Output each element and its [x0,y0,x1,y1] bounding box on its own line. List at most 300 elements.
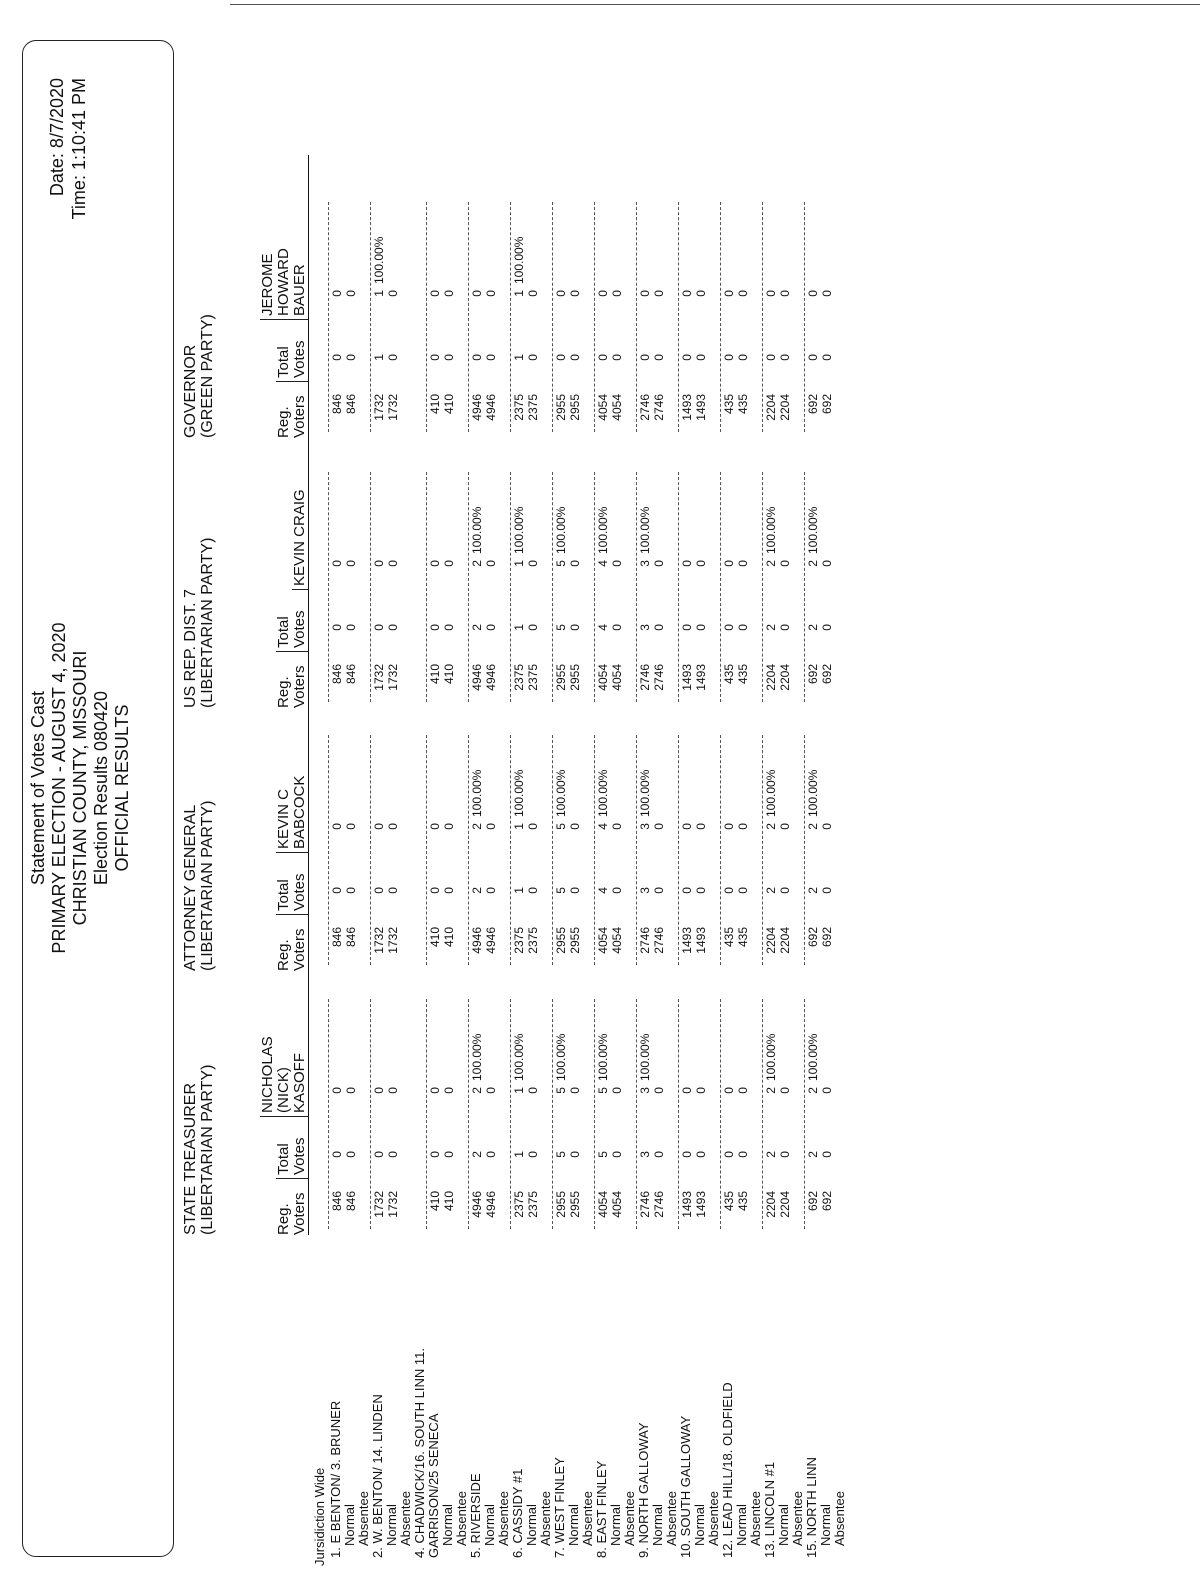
normal-candidate-votes: 0 [428,823,442,830]
row-separator [426,735,427,965]
title-line: Statement of Votes Cast [28,690,48,886]
normal-total-votes: 3 [638,887,652,894]
absentee-candidate-votes: 0 [344,1087,358,1094]
percent-label: 100.00% [596,769,610,817]
absentee-label: Absentee [356,1491,371,1546]
normal-reg-voters: 692 [806,394,820,415]
report-title [28,288,133,1288]
absentee-reg-voters: 2375 [526,927,540,954]
normal-reg-voters: 2204 [764,927,778,954]
normal-reg-voters: 2955 [554,1191,568,1218]
absentee-total-votes: 0 [736,887,750,894]
normal-reg-voters: 4946 [470,1191,484,1218]
normal-total-votes: 0 [722,354,736,361]
absentee-reg-voters: 846 [344,394,358,415]
title-line: PRIMARY ELECTION - AUGUST 4, 2020 [49,622,69,954]
normal-total-votes: 5 [554,1151,568,1158]
row-separator [762,472,763,702]
absentee-candidate-votes: 0 [694,1087,708,1094]
normal-total-votes: 0 [470,354,484,361]
normal-candidate-votes: 0 [722,1087,736,1094]
normal-candidate-votes: 0 [764,290,778,297]
precinct-name: 12. LEAD HILL/18. OLDFIELD [720,1382,735,1558]
row-separator [804,472,805,702]
normal-candidate-votes: 0 [806,290,820,297]
precinct-name: 5. RIVERSIDE [468,1473,483,1558]
normal-reg-voters: 410 [428,1191,442,1212]
absentee-candidate-votes: 0 [820,290,834,297]
absentee-total-votes: 0 [568,887,582,894]
normal-reg-voters: 4946 [470,394,484,421]
normal-total-votes: 0 [554,354,568,361]
normal-candidate-votes: 0 [638,290,652,297]
absentee-reg-voters: 846 [344,1191,358,1212]
normal-total-votes: 2 [764,624,778,631]
normal-total-votes: 0 [330,1151,344,1158]
normal-candidate-votes: 0 [680,560,694,567]
candidate-name-line: BAUER [291,264,308,316]
absentee-reg-voters: 2204 [778,394,792,421]
absentee-total-votes: 0 [694,887,708,894]
normal-reg-voters: 4946 [470,664,484,691]
normal-candidate-votes: 2 [806,823,820,830]
normal-candidate-votes: 0 [372,823,386,830]
absentee-candidate-votes: 0 [386,1087,400,1094]
absentee-candidate-votes: 0 [736,823,750,830]
precinct-name: 4. CHADWICK/16. SOUTH LINN 11. [412,1348,427,1558]
row-separator [328,735,329,965]
normal-candidate-votes: 1 [512,290,526,297]
normal-total-votes: 0 [372,887,386,894]
normal-candidate-votes: 0 [428,1087,442,1094]
absentee-total-votes: 0 [568,624,582,631]
absentee-label: Absentee [790,1491,805,1546]
percent-label: 100.00% [512,769,526,817]
total-votes-header [276,316,308,382]
absentee-label: Absentee [664,1491,679,1546]
absentee-total-votes: 0 [484,624,498,631]
absentee-total-votes: 0 [484,354,498,361]
normal-reg-voters: 692 [806,1191,820,1212]
absentee-total-votes: 0 [778,1151,792,1158]
absentee-reg-voters: 410 [442,664,456,685]
percent-label: 100.00% [764,1033,778,1081]
row-separator [594,735,595,965]
header-rule [308,155,309,1235]
absentee-total-votes: 0 [652,624,666,631]
absentee-total-votes: 0 [778,354,792,361]
normal-reg-voters: 2746 [638,1191,652,1218]
row-separator [804,202,805,432]
percent-label: 100.00% [638,1033,652,1081]
contest-party: (LIBERTARIAN PARTY) [199,800,216,971]
candidate-header [260,226,308,320]
absentee-total-votes: 0 [526,354,540,361]
percent-label: 100.00% [554,769,568,817]
absentee-candidate-votes: 0 [778,290,792,297]
row-separator [426,999,427,1229]
absentee-reg-voters: 435 [736,1191,750,1212]
normal-reg-voters: 2204 [764,394,778,421]
normal-candidate-votes: 0 [372,560,386,567]
precinct-name: 13. LINCOLN #1 [762,1461,777,1558]
normal-candidate-votes: 0 [372,1087,386,1094]
row-separator [552,735,553,965]
absentee-reg-voters: 692 [820,664,834,685]
absentee-total-votes: 0 [820,354,834,361]
normal-candidate-votes: 4 [596,823,610,830]
absentee-total-votes: 0 [736,354,750,361]
absentee-candidate-votes: 0 [386,290,400,297]
normal-reg-voters: 435 [722,664,736,685]
normal-candidate-votes: 0 [680,823,694,830]
row-separator [678,735,679,965]
percent-label: 100.00% [470,769,484,817]
absentee-candidate-votes: 0 [778,823,792,830]
normal-reg-voters: 1732 [372,664,386,691]
absentee-total-votes: 0 [820,887,834,894]
absentee-reg-voters: 2955 [568,927,582,954]
absentee-total-votes: 0 [484,887,498,894]
normal-label: Normal [608,1504,623,1546]
row-separator [720,472,721,702]
absentee-total-votes: 0 [694,624,708,631]
row-separator [370,999,371,1229]
header-word: Reg. [275,676,292,708]
absentee-reg-voters: 1732 [386,394,400,421]
normal-candidate-votes: 1 [512,1087,526,1094]
absentee-total-votes: 0 [386,624,400,631]
normal-reg-voters: 1493 [680,664,694,691]
row-separator [426,202,427,432]
precinct-name: 9. NORTH GALLOWAY [636,1422,651,1558]
absentee-candidate-votes: 0 [736,290,750,297]
candidate-name-line: (NICK) [275,1067,292,1113]
normal-label: Normal [566,1504,581,1546]
absentee-reg-voters: 846 [344,927,358,948]
absentee-candidate-votes: 0 [442,1087,456,1094]
title-line: Election Results 080420 [91,690,111,886]
candidate-name-line: KASOFF [291,1052,308,1113]
header-word: Reg. [275,939,292,971]
precinct-name-cont: GARRISON/25 SENECA [426,1413,441,1558]
absentee-candidate-votes: 0 [778,560,792,567]
row-separator [328,472,329,702]
reg-voters-header [276,646,308,708]
normal-label: Normal [650,1504,665,1546]
absentee-label: Absentee [748,1491,763,1546]
absentee-candidate-votes: 0 [526,823,540,830]
header-word: Total [275,1143,292,1175]
absentee-reg-voters: 4946 [484,1191,498,1218]
percent-label: 100.00% [470,506,484,554]
absentee-reg-voters: 2375 [526,1191,540,1218]
normal-reg-voters: 1493 [680,1191,694,1218]
absentee-total-votes: 0 [484,1151,498,1158]
absentee-label: Absentee [538,1491,553,1546]
row-separator [594,472,595,702]
normal-total-votes: 0 [680,354,694,361]
row-separator [636,202,637,432]
normal-label: Normal [734,1504,749,1546]
normal-label: Normal [482,1504,497,1546]
absentee-candidate-votes: 0 [652,290,666,297]
absentee-candidate-votes: 0 [568,823,582,830]
normal-candidate-votes: 0 [428,290,442,297]
absentee-label: Absentee [706,1491,721,1546]
normal-total-votes: 1 [512,1151,526,1158]
percent-label: 100.00% [596,1033,610,1081]
absentee-label: Absentee [832,1491,847,1546]
absentee-reg-voters: 2746 [652,927,666,954]
absentee-candidate-votes: 0 [610,823,624,830]
normal-total-votes: 2 [764,887,778,894]
row-separator [552,472,553,702]
absentee-reg-voters: 2204 [778,1191,792,1218]
row-separator [720,735,721,965]
absentee-reg-voters: 410 [442,1191,456,1212]
absentee-total-votes: 0 [386,1151,400,1158]
absentee-reg-voters: 692 [820,394,834,415]
normal-total-votes: 1 [512,624,526,631]
row-separator [636,472,637,702]
normal-reg-voters: 435 [722,394,736,415]
normal-candidate-votes: 2 [806,1087,820,1094]
absentee-candidate-votes: 0 [484,560,498,567]
absentee-total-votes: 0 [694,354,708,361]
absentee-reg-voters: 435 [736,394,750,415]
normal-total-votes: 2 [764,1151,778,1158]
absentee-reg-voters: 4946 [484,394,498,421]
absentee-total-votes: 0 [610,624,624,631]
absentee-total-votes: 0 [442,887,456,894]
absentee-reg-voters: 435 [736,927,750,948]
normal-reg-voters: 2204 [764,664,778,691]
absentee-total-votes: 0 [652,1151,666,1158]
percent-label: 100.00% [764,769,778,817]
normal-reg-voters: 410 [428,927,442,948]
absentee-candidate-votes: 0 [820,560,834,567]
percent-label: 100.00% [806,1033,820,1081]
absentee-total-votes: 0 [820,1151,834,1158]
normal-candidate-votes: 0 [680,290,694,297]
row-separator [328,999,329,1229]
normal-candidate-votes: 5 [554,823,568,830]
row-separator [762,202,763,432]
absentee-total-votes: 0 [386,887,400,894]
normal-total-votes: 4 [596,624,610,631]
absentee-candidate-votes: 0 [484,290,498,297]
precinct-name: 15. NORTH LINN [804,1457,819,1558]
normal-label: Normal [776,1504,791,1546]
normal-total-votes: 0 [638,354,652,361]
absentee-reg-voters: 4946 [484,664,498,691]
absentee-reg-voters: 846 [344,664,358,685]
normal-reg-voters: 4946 [470,927,484,954]
absentee-candidate-votes: 0 [568,560,582,567]
contest-office: US REP. DIST. 7 [182,589,199,708]
normal-total-votes: 2 [470,887,484,894]
normal-total-votes: 2 [470,624,484,631]
row-separator [678,472,679,702]
absentee-candidate-votes: 0 [694,560,708,567]
absentee-candidate-votes: 0 [568,290,582,297]
normal-reg-voters: 4054 [596,927,610,954]
header-word: Reg. [275,406,292,438]
normal-candidate-votes: 2 [470,1087,484,1094]
absentee-label: Absentee [398,1491,413,1546]
absentee-reg-voters: 4054 [610,927,624,954]
normal-total-votes: 2 [806,624,820,631]
absentee-total-votes: 0 [778,887,792,894]
normal-reg-voters: 1493 [680,394,694,421]
normal-total-votes: 1 [512,354,526,361]
normal-candidate-votes: 2 [764,1087,778,1094]
percent-label: 100.00% [512,506,526,554]
normal-total-votes: 2 [806,1151,820,1158]
normal-total-votes: 3 [638,1151,652,1158]
normal-reg-voters: 692 [806,664,820,685]
row-separator [370,202,371,432]
candidate-name-line: HOWARD [275,248,292,316]
candidate-name-line: KEVIN C [275,788,292,849]
header-word: Votes [291,610,308,648]
header-word: Voters [291,665,308,708]
normal-reg-voters: 410 [428,394,442,415]
normal-total-votes: 0 [806,354,820,361]
contest-office: STATE TREASURER [182,1082,199,1235]
row-separator [552,999,553,1229]
absentee-total-votes: 0 [778,624,792,631]
absentee-total-votes: 0 [652,354,666,361]
normal-candidate-votes: 0 [596,290,610,297]
normal-candidate-votes: 4 [596,560,610,567]
row-separator [636,999,637,1229]
normal-reg-voters: 846 [330,394,344,415]
total-votes-header [276,586,308,652]
absentee-total-votes: 0 [526,624,540,631]
normal-candidate-votes: 3 [638,823,652,830]
absentee-candidate-votes: 0 [526,1087,540,1094]
normal-total-votes: 0 [680,887,694,894]
normal-reg-voters: 2375 [512,664,526,691]
absentee-reg-voters: 410 [442,394,456,415]
row-separator [510,202,511,432]
normal-total-votes: 0 [722,624,736,631]
normal-candidate-votes: 0 [330,1087,344,1094]
reg-voters-header [276,376,308,438]
precinct-name: 7. WEST FINLEY [552,1457,567,1558]
row-separator [370,472,371,702]
normal-candidate-votes: 5 [596,1087,610,1094]
absentee-reg-voters: 1493 [694,1191,708,1218]
normal-total-votes: 0 [372,624,386,631]
normal-label: Normal [342,1504,357,1546]
absentee-candidate-votes: 0 [484,823,498,830]
absentee-candidate-votes: 0 [442,560,456,567]
absentee-candidate-votes: 0 [484,1087,498,1094]
absentee-total-votes: 0 [736,624,750,631]
normal-reg-voters: 692 [806,927,820,948]
absentee-candidate-votes: 0 [610,1087,624,1094]
percent-label: 100.00% [372,236,386,284]
absentee-reg-voters: 4946 [484,927,498,954]
row-separator [426,472,427,702]
absentee-total-votes: 0 [652,887,666,894]
row-separator [720,999,721,1229]
normal-reg-voters: 1493 [680,927,694,954]
normal-candidate-votes: 0 [330,823,344,830]
contest-title [182,1065,216,1235]
absentee-label: Absentee [454,1491,469,1546]
normal-reg-voters: 2746 [638,927,652,954]
absentee-reg-voters: 2746 [652,664,666,691]
normal-reg-voters: 846 [330,1191,344,1212]
normal-candidate-votes: 1 [372,290,386,297]
normal-total-votes: 0 [372,1151,386,1158]
header-word: Total [275,879,292,911]
absentee-total-votes: 0 [568,1151,582,1158]
row-separator [468,735,469,965]
absentee-candidate-votes: 0 [344,560,358,567]
contest-party: (LIBERTARIAN PARTY) [199,537,216,708]
contest-office: ATTORNEY GENERAL [182,804,199,971]
report-date: Date: 8/7/2020 [47,78,67,197]
header-word: Total [275,616,292,648]
absentee-candidate-votes: 0 [610,290,624,297]
normal-label: Normal [384,1504,399,1546]
absentee-candidate-votes: 0 [694,290,708,297]
normal-total-votes: 0 [722,887,736,894]
absentee-candidate-votes: 0 [610,560,624,567]
normal-total-votes: 1 [372,354,386,361]
normal-reg-voters: 2375 [512,394,526,421]
absentee-candidate-votes: 0 [820,1087,834,1094]
absentee-total-votes: 0 [610,1151,624,1158]
normal-total-votes: 0 [596,354,610,361]
normal-total-votes: 0 [428,887,442,894]
absentee-reg-voters: 692 [820,927,834,948]
absentee-candidate-votes: 0 [442,290,456,297]
absentee-reg-voters: 2204 [778,927,792,954]
row-separator [762,735,763,965]
normal-total-votes: 0 [680,624,694,631]
absentee-candidate-votes: 0 [652,823,666,830]
absentee-reg-voters: 1493 [694,394,708,421]
absentee-reg-voters: 2746 [652,1191,666,1218]
contest-title [182,538,216,708]
absentee-reg-voters: 2375 [526,664,540,691]
row-separator [468,472,469,702]
absentee-total-votes: 0 [442,624,456,631]
precinct-name: 8. EAST FINLEY [594,1460,609,1558]
percent-label: 100.00% [806,506,820,554]
absentee-candidate-votes: 0 [386,560,400,567]
normal-reg-voters: 846 [330,927,344,948]
row-separator [762,999,763,1229]
header-word: Voters [291,395,308,438]
total-votes-header [276,849,308,915]
normal-reg-voters: 2375 [512,927,526,954]
absentee-total-votes: 0 [344,887,358,894]
total-votes-header [276,1113,308,1179]
candidate-header [260,1023,308,1117]
absentee-total-votes: 0 [820,624,834,631]
normal-reg-voters: 2746 [638,394,652,421]
reg-voters-header [276,909,308,971]
normal-candidate-votes: 1 [512,823,526,830]
candidate-header [291,489,308,590]
